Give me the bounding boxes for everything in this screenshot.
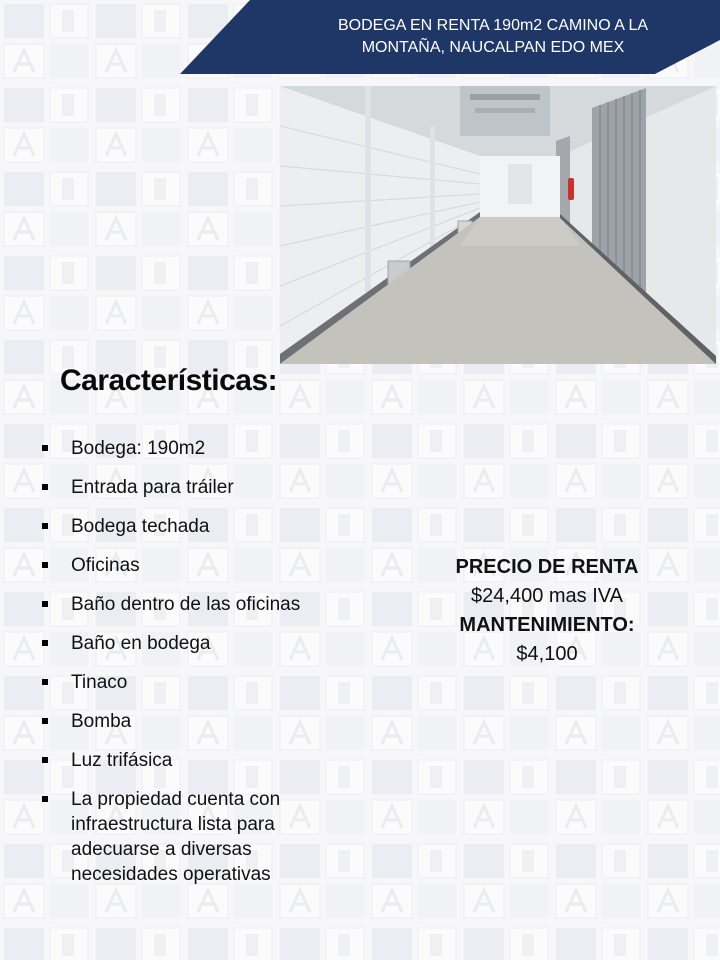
feature-item — [40, 670, 340, 695]
feature-item — [40, 748, 340, 773]
features-list — [40, 436, 340, 901]
header-banner — [180, 0, 720, 74]
bullet-icon — [42, 640, 48, 646]
bullet-icon — [42, 523, 48, 529]
feature-text: Entrada para tráiler — [71, 477, 234, 498]
feature-text: Bomba — [71, 711, 132, 732]
header-title — [280, 15, 706, 59]
bullet-icon — [42, 562, 48, 568]
header-title-line1: BODEGA EN RENTA 190m2 CAMINO A LA — [337, 17, 649, 34]
feature-text: Luz trifásica — [71, 750, 173, 771]
feature-text: Tinaco — [71, 672, 128, 693]
features-heading: Características: — [60, 364, 278, 397]
feature-item — [40, 709, 340, 734]
bullet-icon — [42, 484, 48, 490]
bullet-icon — [42, 718, 48, 724]
warehouse-corridor-photo — [280, 86, 716, 364]
bullet-icon — [42, 796, 48, 802]
feature-item — [40, 475, 340, 500]
feature-item — [40, 553, 340, 578]
feature-text: La propiedad cuenta con infraestructura lista para adecuarse a diversas necesidades operativas — [71, 789, 281, 885]
bullet-icon — [42, 679, 48, 685]
feature-text: Baño en bodega — [71, 633, 211, 654]
rent-price-label: PRECIO DE RENTA — [455, 556, 639, 578]
feature-item — [40, 514, 340, 539]
header-title-line2: MONTAÑA, NAUCALPAN EDO MEX — [361, 39, 625, 56]
maintenance-label: MANTENIMIENTO: — [459, 614, 635, 636]
feature-item — [40, 631, 340, 656]
maintenance-value: $4,100 — [516, 643, 578, 665]
feature-text: Oficinas — [71, 555, 140, 576]
feature-text: Bodega: 190m2 — [71, 438, 206, 459]
bullet-icon — [42, 445, 48, 451]
feature-text: Baño dentro de las oficinas — [71, 594, 301, 615]
rent-price-value: $24,400 mas IVA — [471, 585, 623, 607]
bullet-icon — [42, 757, 48, 763]
feature-item — [40, 592, 340, 617]
feature-text: Bodega techada — [71, 516, 210, 537]
price-block — [430, 553, 664, 669]
feature-item — [40, 787, 340, 887]
bullet-icon — [42, 601, 48, 607]
feature-item — [40, 436, 340, 461]
